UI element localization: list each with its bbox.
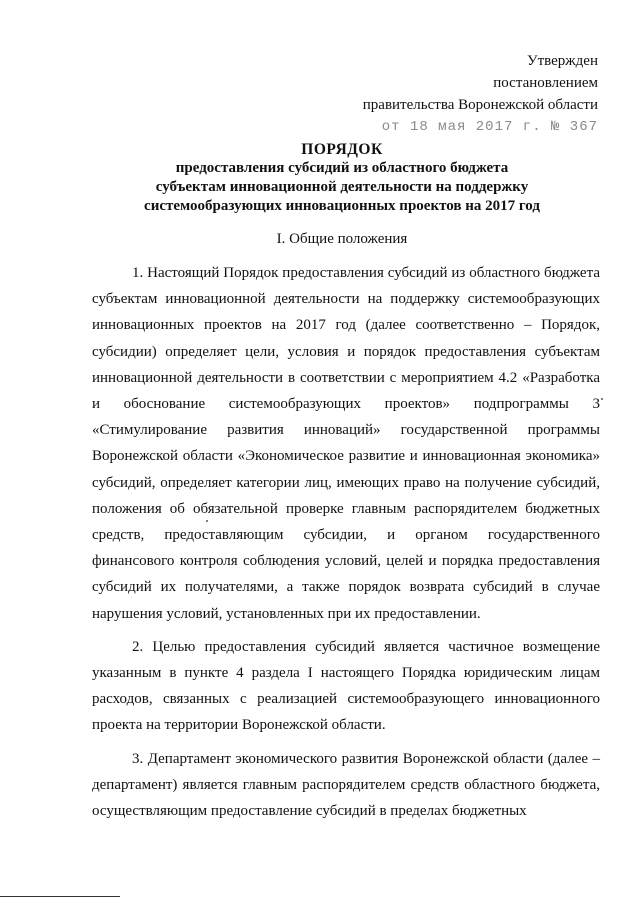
scan-artifact-dot xyxy=(206,520,208,522)
document-title-block xyxy=(92,140,592,216)
approval-line-government: правительства Воронежской области xyxy=(362,97,598,113)
paragraph-3: 3. Департамент экономического развития Воронежской области (далее – департамент) является главным распорядителем средств областного бюджета, осуществляющим предоставление субсидий в пределах бюджетных xyxy=(92,750,600,820)
footer-rule xyxy=(0,896,120,897)
approval-line-resolution: постановлением xyxy=(493,75,598,91)
approval-line-approved: Утвержден xyxy=(526,53,598,69)
paragraph-2: 2. Целью предоставления субсидий является частичное возмещение указанным в пункте 4 раздела I настоящего Порядка юридическим лицам расходов, связанных с реализацией системообразующего инновационного проекта на территории Воронежской области. xyxy=(92,638,600,734)
approval-stamp xyxy=(363,50,598,138)
document-subtitle-line-2: субъектам инновационной деятельности на поддержку xyxy=(155,179,529,195)
approval-line-date-number: от 18 мая 2017 г. № 367 xyxy=(381,119,598,135)
document-body xyxy=(92,260,600,831)
document-title: ПОРЯДОК xyxy=(301,141,383,158)
section-heading: I. Общие положения xyxy=(276,231,408,247)
paragraph-1: 1. Настоящий Порядок предоставления субсидий из областного бюджета субъектам инновационной деятельности на поддержку системообразующих инновационных проектов на 2017 год (далее соответственно – Порядок, субсидии) определяет цели, условия и порядок предоставления субъектам инновационной деятельности в соответствии с мероприятием 4.2 «Разработка и обоснование системообразующих проектов» подпрограммы 3 «Стимулирование развития инноваций» государственной программы Воронежской области «Экономическое развитие и инновационная экономика» субсидий, определяет категории лиц, имеющих право на получение субсидий, положения об обязательной проверке главным распорядителем бюджетных средств, предоставляющим субсидии, и органом государственного финансового контроля соблюдения условий, целей и порядка предоставления субсидий их получателями, а также порядок возврата субсидий в случае нарушения условий, установленных при их предоставлении. xyxy=(92,265,600,622)
document-subtitle-line-1: предоставления субсидий из областного бюджета xyxy=(175,160,509,176)
document-subtitle-line-3: системообразующих инновационных проектов на 2017 год xyxy=(144,198,540,214)
scan-artifact-dot xyxy=(601,398,603,400)
